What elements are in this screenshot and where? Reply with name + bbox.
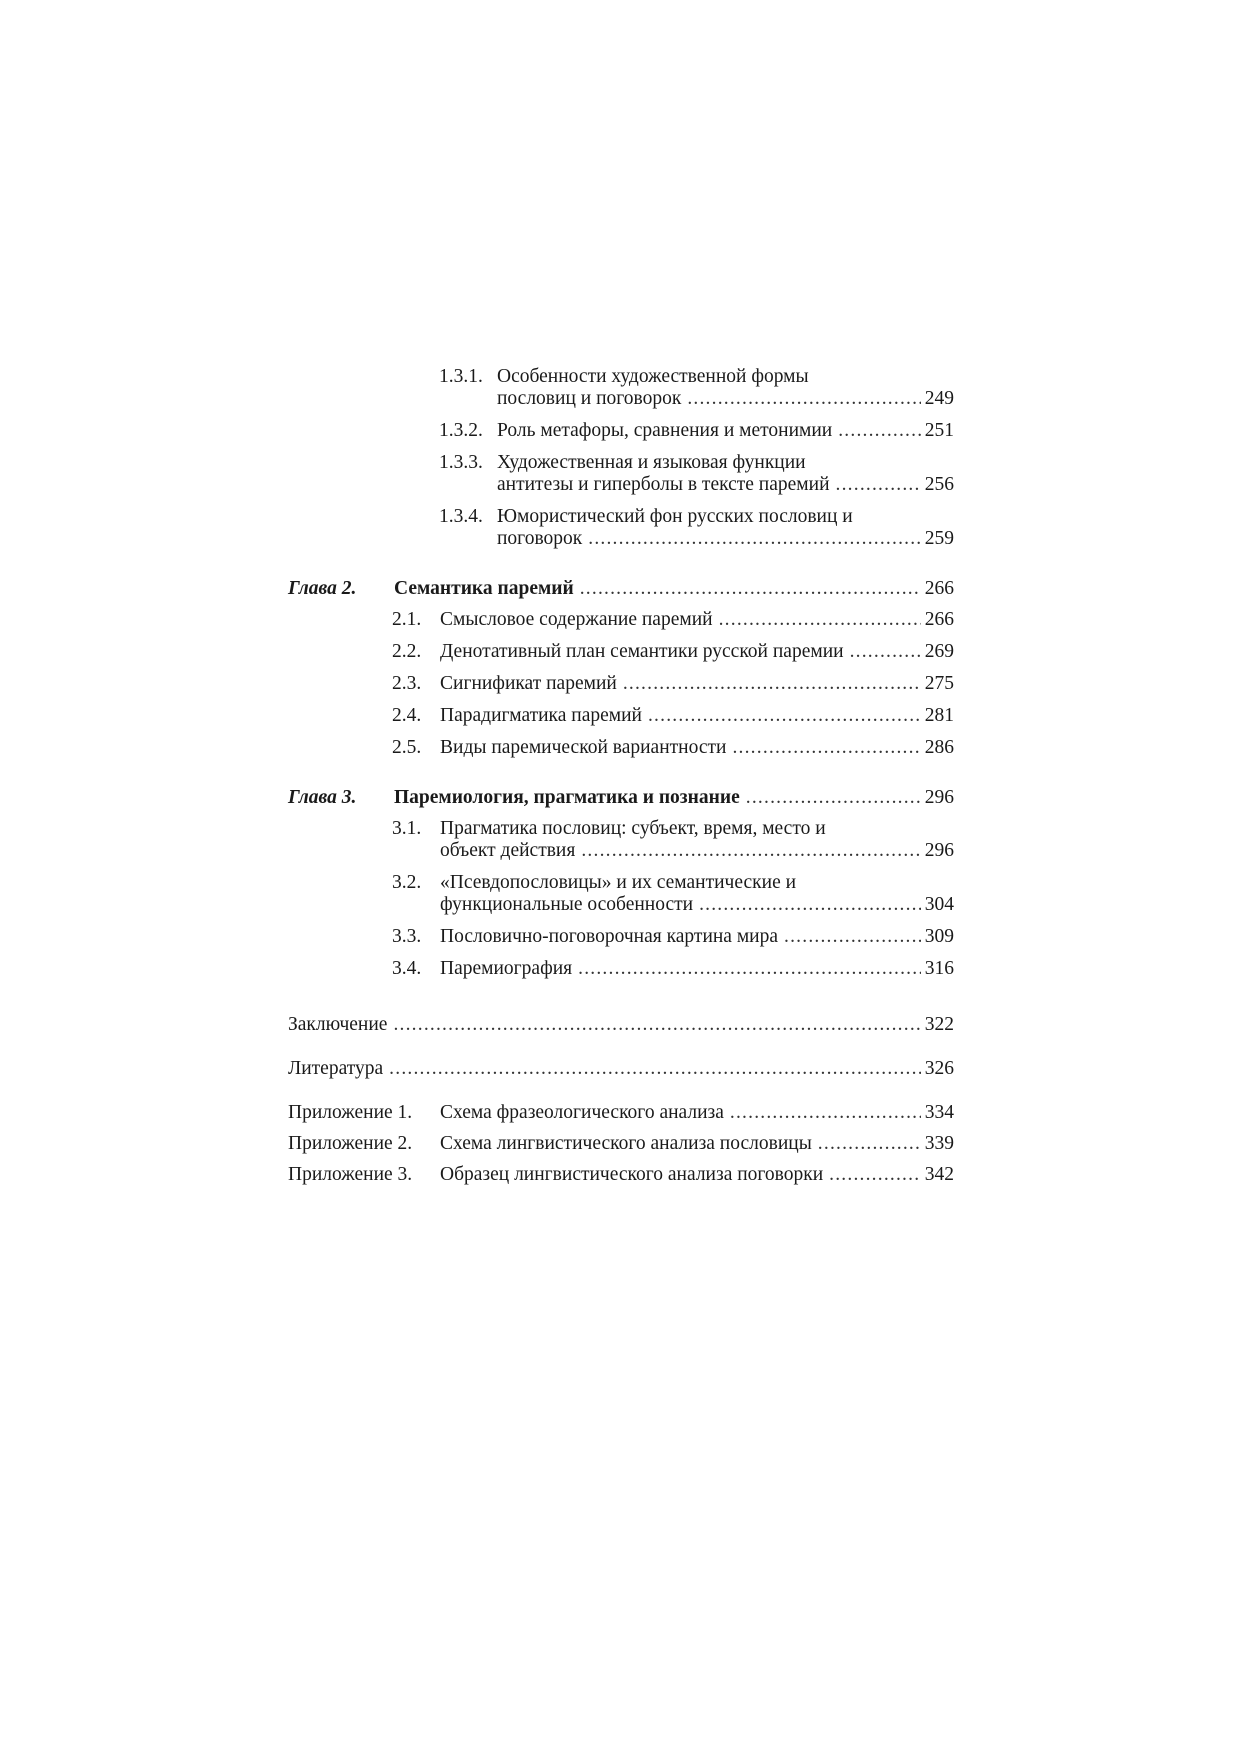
entry-title-line: Юмористический фон русских пословиц и	[497, 506, 853, 527]
dot-leader	[784, 926, 921, 948]
dot-leader	[581, 840, 920, 862]
page-number: 322	[924, 1014, 954, 1035]
page-number: 309	[924, 926, 954, 947]
entry-title-line: Виды паремической вариантности	[440, 737, 727, 758]
page-number: 334	[924, 1102, 954, 1123]
dot-leader	[730, 1102, 921, 1124]
entry-title-line: Паремиография	[440, 958, 573, 979]
dot-leader	[850, 641, 921, 663]
dot-leader	[836, 474, 921, 496]
entry-title-line: Литература	[288, 1058, 384, 1079]
entry-title-line: «Псевдопословицы» и их семантические и	[440, 872, 797, 893]
chapter-title: Паремиология, прагматика и познание	[394, 787, 740, 808]
page-number: 281	[924, 705, 954, 726]
dot-leader	[838, 420, 921, 442]
appendix-label: Приложение 1.	[288, 1102, 413, 1123]
entry-number: 1.3.1.	[439, 366, 483, 387]
dot-leader	[746, 787, 921, 809]
page-number: 296	[924, 787, 954, 808]
entry-number: 2.1.	[392, 609, 422, 630]
table-of-contents	[288, 366, 954, 1195]
dot-leader	[732, 737, 920, 759]
page-number: 266	[924, 578, 954, 599]
entry-title-line: антитезы и гиперболы в тексте паремий	[497, 474, 830, 495]
toc-entry-1-3-1[interactable]	[439, 366, 954, 410]
toc-conclusion[interactable]	[288, 1014, 954, 1036]
entry-number: 2.4.	[392, 705, 422, 726]
toc-entry-2-5[interactable]	[392, 737, 954, 759]
page-number: 326	[924, 1058, 954, 1079]
chapter-label: Глава 2.	[288, 578, 357, 599]
page-number: 256	[924, 474, 954, 495]
toc-entry-2-1[interactable]	[392, 609, 954, 631]
toc-chapter-2[interactable]	[288, 578, 954, 600]
entry-title-line: Художественная и языковая функции	[497, 452, 806, 473]
page-number: 251	[924, 420, 954, 441]
page-number: 266	[924, 609, 954, 630]
entry-number: 3.3.	[392, 926, 422, 947]
toc-entry-2-3[interactable]	[392, 673, 954, 695]
entry-title-line: Парадигматика паремий	[440, 705, 642, 726]
page-number: 342	[924, 1164, 954, 1185]
dot-leader	[588, 528, 921, 550]
toc-entry-2-2[interactable]	[392, 641, 954, 663]
page-number: 275	[924, 673, 954, 694]
entry-number: 2.2.	[392, 641, 422, 662]
toc-literature[interactable]	[288, 1058, 954, 1080]
entry-title-line: Пословично-поговорочная картина мира	[440, 926, 779, 947]
dot-leader	[699, 894, 921, 916]
entry-title-line: Схема фразеологического анализа	[440, 1102, 724, 1123]
dot-leader	[719, 609, 921, 631]
entry-number: 3.2.	[392, 872, 422, 893]
toc-entry-1-3-2[interactable]	[439, 420, 954, 442]
entry-title-line: Заключение	[288, 1014, 388, 1035]
toc-entry-1-3-4[interactable]	[439, 506, 954, 550]
toc-entry-3-4[interactable]	[392, 958, 954, 980]
entry-number: 3.1.	[392, 818, 422, 839]
dot-leader	[818, 1133, 921, 1155]
entry-number: 2.3.	[392, 673, 422, 694]
entry-title-line: Смысловое содержание паремий	[440, 609, 713, 630]
dot-leader	[648, 705, 921, 727]
toc-appendix-2[interactable]	[288, 1133, 954, 1155]
page-number: 339	[924, 1133, 954, 1154]
dot-leader	[829, 1164, 921, 1186]
entry-title-line: поговорок	[497, 528, 583, 549]
entry-title-line: Денотативный план семантики русской паремии	[440, 641, 844, 662]
entry-number: 1.3.3.	[439, 452, 483, 473]
entry-title-line: пословиц и поговорок	[497, 388, 682, 409]
entry-title-line: Прагматика пословиц: субъект, время, место и	[440, 818, 826, 839]
appendix-label: Приложение 3.	[288, 1164, 413, 1185]
entry-number: 1.3.4.	[439, 506, 483, 527]
page-number: 296	[924, 840, 954, 861]
toc-entry-2-4[interactable]	[392, 705, 954, 727]
entry-number: 3.4.	[392, 958, 422, 979]
chapter-label: Глава 3.	[288, 787, 357, 808]
page-number: 316	[924, 958, 954, 979]
toc-entry-3-2[interactable]	[392, 872, 954, 916]
page-number: 286	[924, 737, 954, 758]
page-number: 259	[924, 528, 954, 549]
dot-leader	[580, 578, 921, 600]
entry-number: 2.5.	[392, 737, 422, 758]
entry-title-line: Роль метафоры, сравнения и метонимии	[497, 420, 833, 441]
toc-appendix-3[interactable]	[288, 1164, 954, 1186]
dot-leader	[623, 673, 921, 695]
entry-title-line: объект действия	[440, 840, 576, 861]
entry-title-line: Особенности художественной формы	[497, 366, 809, 387]
entry-title-line: Образец лингвистического анализа поговорки	[440, 1164, 824, 1185]
appendix-label: Приложение 2.	[288, 1133, 413, 1154]
chapter-title: Семантика паремий	[394, 578, 574, 599]
dot-leader	[687, 388, 920, 410]
entry-title-line: функциональные особенности	[440, 894, 694, 915]
entry-title-line: Сигнификат паремий	[440, 673, 617, 694]
page-number: 249	[924, 388, 954, 409]
page-number: 269	[924, 641, 954, 662]
toc-appendix-1[interactable]	[288, 1102, 954, 1124]
toc-entry-3-1[interactable]	[392, 818, 954, 862]
dot-leader	[393, 1014, 920, 1036]
toc-chapter-3[interactable]	[288, 787, 954, 809]
entry-number: 1.3.2.	[439, 420, 483, 441]
dot-leader	[578, 958, 921, 980]
dot-leader	[389, 1058, 921, 1080]
entry-title-line: Схема лингвистического анализа пословицы	[440, 1133, 812, 1154]
page-number: 304	[924, 894, 954, 915]
toc-entry-3-3[interactable]	[392, 926, 954, 948]
toc-entry-1-3-3[interactable]	[439, 452, 954, 496]
